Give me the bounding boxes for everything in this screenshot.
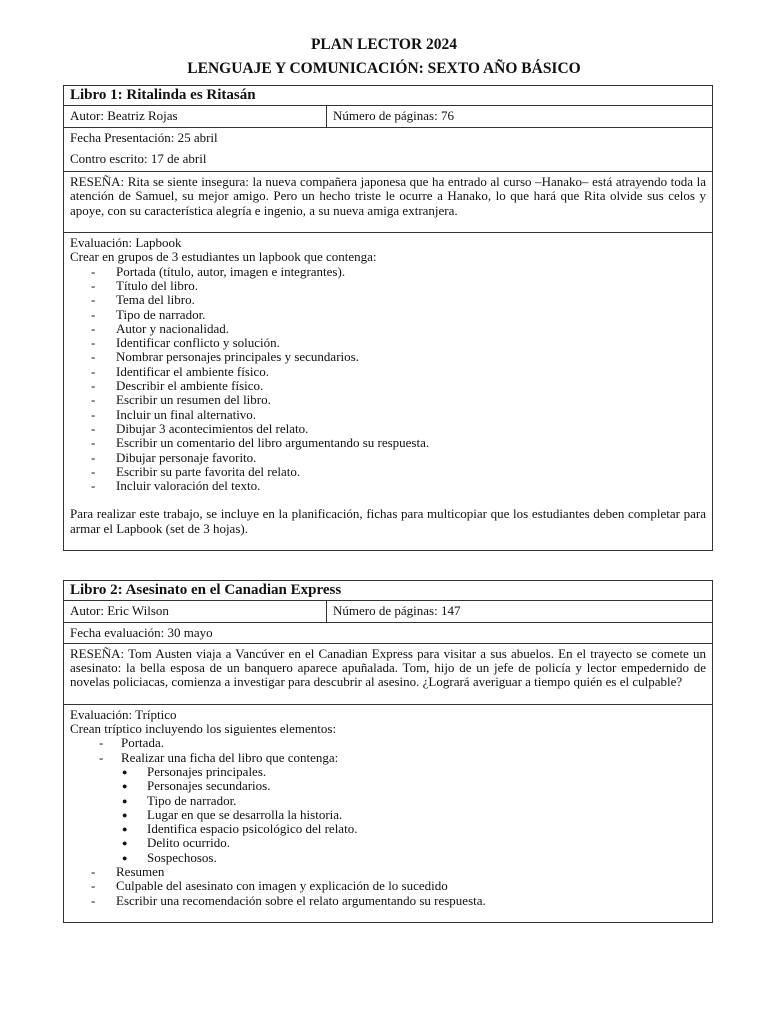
list-item: - Identificar conflicto y solución. bbox=[91, 336, 706, 350]
book2-top-list bbox=[70, 736, 706, 765]
list-item: - Escribir su parte favorita del relato. bbox=[91, 465, 706, 479]
book1-presentation-date: Fecha Presentación: 25 abril bbox=[70, 129, 218, 145]
list-item: - Tipo de narrador. bbox=[91, 308, 706, 322]
list-item: ● Delito ocurrido. bbox=[122, 836, 706, 850]
list-item: - Tema del libro. bbox=[91, 293, 706, 307]
book1-eval-intro: Crear en grupos de 3 estudiantes un lapbook que contenga: bbox=[70, 249, 377, 265]
list-item: - Realizar una ficha del libro que contenga: bbox=[99, 751, 706, 765]
book2-title: Libro 2: Asesinato en el Canadian Express bbox=[64, 581, 713, 601]
list-item: - Identificar el ambiente físico. bbox=[91, 365, 706, 379]
list-item: - Resumen bbox=[91, 865, 706, 879]
list-item: - Incluir un final alternativo. bbox=[91, 408, 706, 422]
book1-table bbox=[63, 85, 713, 551]
book2-sheet-list bbox=[70, 765, 706, 865]
list-item: - Culpable del asesinato con imagen y explicación de lo sucedido bbox=[91, 879, 706, 893]
document-title: PLAN LECTOR 2024 bbox=[310, 36, 458, 53]
book2-pages: Número de páginas: 147 bbox=[327, 601, 713, 622]
book1-dates bbox=[64, 127, 713, 172]
book1-author: Autor: Beatriz Rojas bbox=[64, 106, 327, 127]
list-item: - Portada. bbox=[99, 736, 706, 750]
book2-eval-intro: Crean tríptico incluyendo los siguientes elementos: bbox=[70, 721, 337, 737]
book2-review: RESEÑA: Tom Austen viaja a Vancúver en el Canadian Express para visitar a sus abuelos. En el trayecto se comete un asesinato: la bella esposa de un banquero aparece apuñalada. Tom, hijo de un jefe de policía y lector empedernido de novelas policiacas, comienza a investigar para descubrir al asesino. ¿Logrará averiguar a tiempo quién es el culpable? bbox=[64, 643, 713, 704]
list-item: ● Personajes secundarios. bbox=[122, 779, 706, 793]
list-item: - Dibujar 3 acontecimientos del relato. bbox=[91, 422, 706, 436]
list-item: - Portada (título, autor, imagen e integrantes). bbox=[91, 265, 706, 279]
book1-written-test-date: Contro escrito: 17 de abril bbox=[70, 150, 207, 166]
list-item: - Describir el ambiente físico. bbox=[91, 379, 706, 393]
book2-eval-title: Evaluación: Tríptico bbox=[70, 706, 177, 722]
book1-eval-title: Evaluación: Lapbook bbox=[70, 235, 182, 251]
list-item: ● Sospechosos. bbox=[122, 851, 706, 865]
book1-review: RESEÑA: Rita se siente insegura: la nueva compañera japonesa que ha entrado al curso –Hanako– está atrayendo toda la atención de Samuel, su mejor amigo. Pero un hecho triste le ocurre a Hanako, lo que hará que Rita olvide sus celos y apoye, con su característica alegría e ingenio, a su nueva amiga extranjera. bbox=[64, 172, 713, 233]
book2-evaluation-date: Fecha evaluación: 30 mayo bbox=[64, 622, 713, 643]
list-item: - Escribir un comentario del libro argumentando su respuesta. bbox=[91, 436, 706, 450]
book1-evaluation bbox=[64, 233, 713, 551]
book1-pages: Número de páginas: 76 bbox=[327, 106, 713, 127]
book2-bottom-list bbox=[70, 865, 706, 908]
list-item: ● Lugar en que se desarrolla la historia. bbox=[122, 808, 706, 822]
list-item: - Título del libro. bbox=[91, 279, 706, 293]
list-item: ● Personajes principales. bbox=[122, 765, 706, 779]
list-item: - Incluir valoración del texto. bbox=[91, 479, 706, 493]
list-item: - Nombrar personajes principales y secundarios. bbox=[91, 350, 706, 364]
book2-author: Autor: Eric Wilson bbox=[64, 601, 327, 622]
list-item: ● Identifica espacio psicológico del relato. bbox=[122, 822, 706, 836]
list-item: - Escribir un resumen del libro. bbox=[91, 393, 706, 407]
book1-title: Libro 1: Ritalinda es Ritasán bbox=[64, 86, 713, 106]
book2-evaluation bbox=[64, 704, 713, 922]
book1-closing-note: Para realizar este trabajo, se incluye en la planificación, fichas para multicopiar que los estudiantes deben completar para armar el Lapbook (set de 3 hojas). bbox=[70, 506, 706, 536]
list-item: ● Tipo de narrador. bbox=[122, 794, 706, 808]
book1-eval-list bbox=[70, 265, 706, 494]
book2-table bbox=[63, 580, 713, 923]
document-subtitle: LENGUAJE Y COMUNICACIÓN: SEXTO AÑO BÁSICO bbox=[187, 60, 581, 77]
list-item: - Autor y nacionalidad. bbox=[91, 322, 706, 336]
list-item: - Escribir una recomendación sobre el relato argumentando su respuesta. bbox=[91, 894, 706, 908]
list-item: - Dibujar personaje favorito. bbox=[91, 451, 706, 465]
